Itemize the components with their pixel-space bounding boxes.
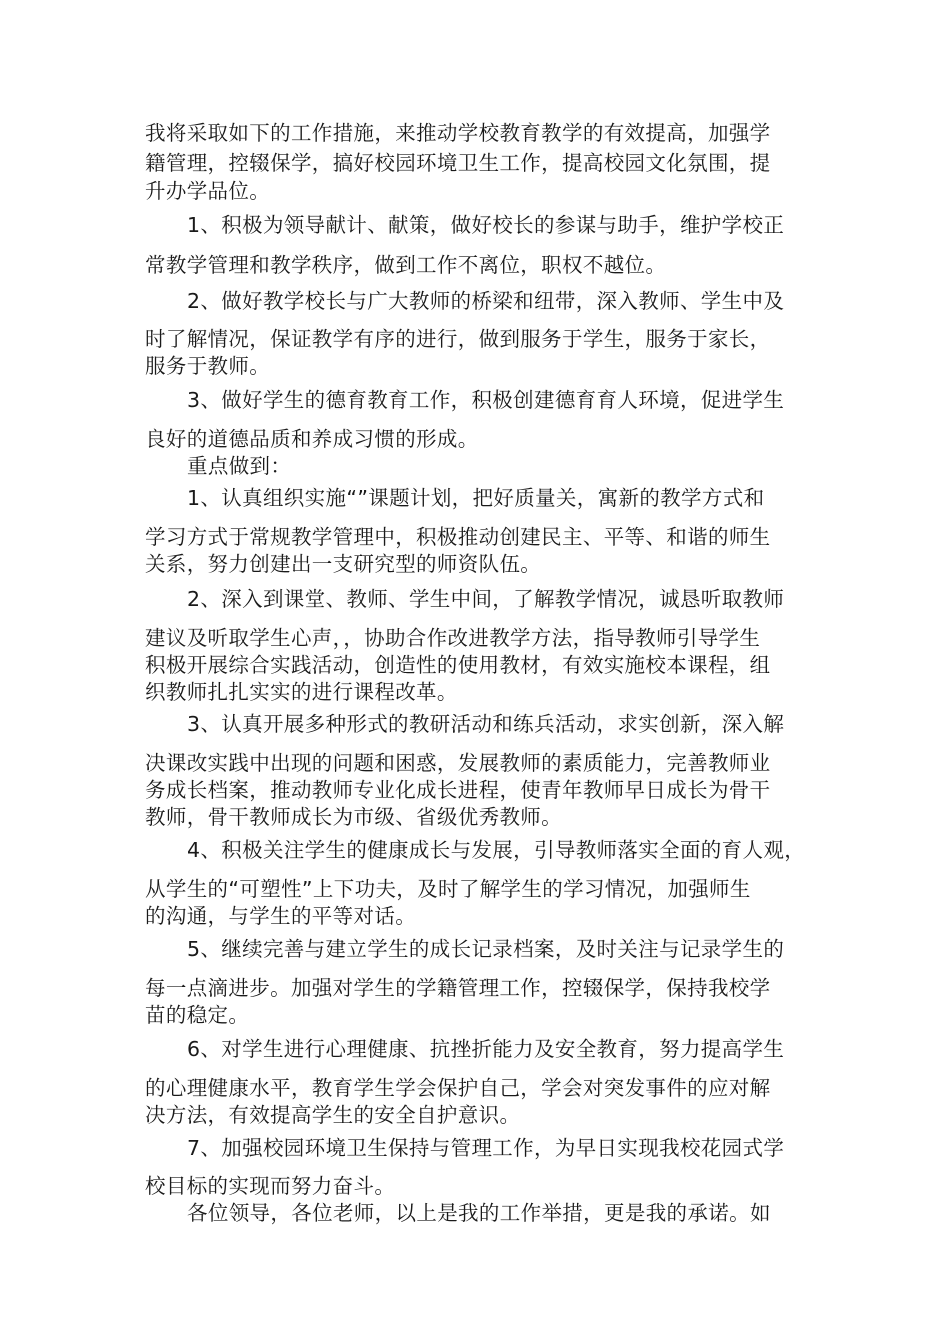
text-line: 决方法，有效提高学生的安全自护意识。 [145, 1103, 521, 1127]
text-line: 1、认真组织实施“”课题计划，把好质量关，寓新的教学方式和 [187, 486, 765, 510]
text-line: 从学生的“可塑性”上下功夫，及时了解学生的学习情况，加强师生 [145, 877, 751, 901]
text-line: 时了解情况，保证教学有序的进行，做到服务于学生，服务于家长， [145, 327, 771, 351]
text-line: 积极开展综合实践活动，创造性的使用教材，有效实施校本课程，组 [145, 653, 771, 677]
text-line: 7、加强校园环境卫生保持与管理工作，为早日实现我校花园式学 [187, 1136, 785, 1160]
text-line: 常教学管理和教学秩序，做到工作不离位，职权不越位。 [145, 253, 667, 277]
text-line: 关系，努力创建出一支研究型的师资队伍。 [145, 552, 542, 576]
text-line: 良好的道德品质和养成习惯的形成。 [145, 427, 479, 451]
text-line: 籍管理，控辍保学，搞好校园环境卫生工作，提高校园文化氛围，提 [145, 151, 771, 175]
text-line: 教师，骨干教师成长为市级、省级优秀教师。 [145, 805, 562, 829]
text-line: 3、做好学生的德育教育工作，积极创建德育育人环境，促进学生 [187, 388, 785, 412]
text-line: 我将采取如下的工作措施，来推动学校教育教学的有效提高，加强学 [145, 121, 771, 145]
text-line: 各位领导，各位老师，以上是我的工作举措，更是我的承诺。如 [187, 1201, 771, 1225]
text-line: 升办学品位。 [145, 179, 271, 203]
text-line: 决课改实践中出现的问题和困惑，发展教师的素质能力，完善教师业 [145, 751, 771, 775]
text-line: 2、深入到课堂、教师、学生中间，了解教学情况，诚恳听取教师 [187, 587, 785, 611]
text-line: 5、继续完善与建立学生的成长记录档案，及时关注与记录学生的 [187, 937, 785, 961]
text-line: 的心理健康水平，教育学生学会保护自己，学会对突发事件的应对解 [145, 1076, 771, 1100]
section-heading: 重点做到： [187, 454, 292, 478]
text-line: 3、认真开展多种形式的教研活动和练兵活动，求实创新，深入解 [187, 712, 785, 736]
text-line: 1、积极为领导献计、献策，做好校长的参谋与助手，维护学校正 [187, 213, 785, 237]
text-line: 务成长档案，推动教师专业化成长进程，使青年教师早日成长为骨干 [145, 778, 771, 802]
text-line: 织教师扎扎实实的进行课程改革。 [145, 680, 458, 704]
text-line: 的沟通，与学生的平等对话。 [145, 904, 417, 928]
text-line: 学习方式于常规教学管理中，积极推动创建民主、平等、和谐的师生 [145, 525, 771, 549]
text-line: 校目标的实现而努力奋斗。 [145, 1174, 396, 1198]
text-line: 4、积极关注学生的健康成长与发展，引导教师落实全面的育人观， [187, 838, 806, 862]
text-line: 服务于教师。 [145, 354, 271, 378]
text-line: 每一点滴进步。加强对学生的学籍管理工作，控辍保学，保持我校学 [145, 976, 771, 1000]
text-line: 苗的稳定。 [145, 1003, 250, 1027]
text-line: 建议及听取学生心声，，协助合作改进教学方法，指导教师引导学生 [145, 626, 761, 650]
text-line: 6、对学生进行心理健康、抗挫折能力及安全教育，努力提高学生 [187, 1037, 785, 1061]
text-line: 2、做好教学校长与广大教师的桥梁和纽带，深入教师、学生中及 [187, 289, 785, 313]
